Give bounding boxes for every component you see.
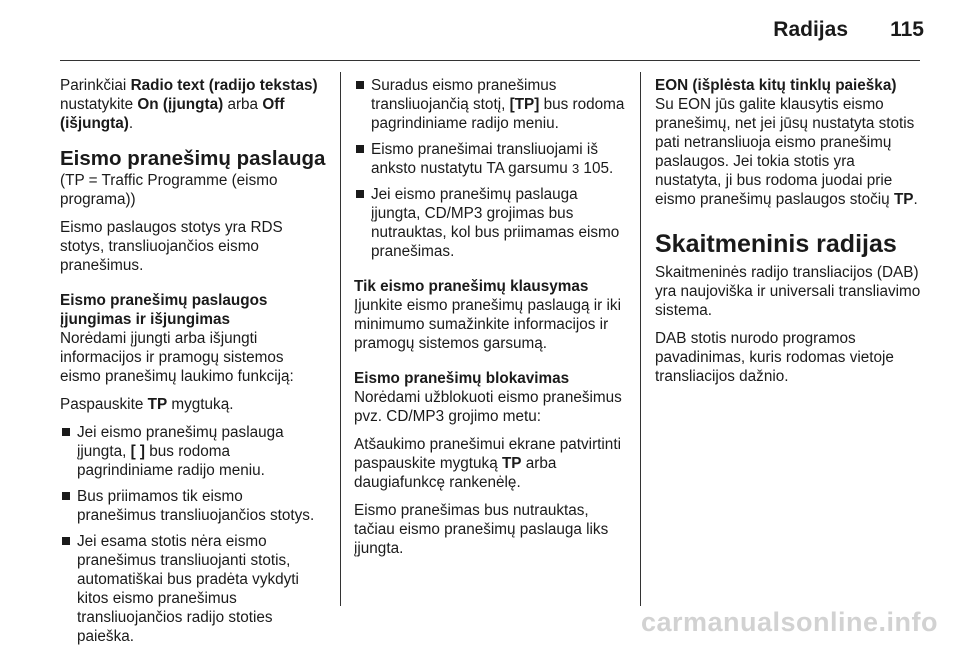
list-item: Eismo pranešimai transliuojami iš anksto nustatytu TA garsumu 3 105. <box>354 140 626 178</box>
list-item: Jei esama stotis nėra eismo pranešimus transliuojanti stotis, automatiškai bus pradėta vykdyti kitos eismo pranešimus transliuojančios radijo stoties paieška. <box>60 532 326 646</box>
section-heading: Skaitmeninis radijas <box>655 230 897 258</box>
list-item: Jei eismo pranešimų paslauga įjungta, [ ] bus rodoma pagrindiniame radijo meniu. <box>60 423 326 480</box>
paragraph: Paspauskite TP mygtuką. <box>60 396 234 413</box>
paragraph: Įjunkite eismo pranešimų paslaugą ir iki minimumo sumažinkite informacijos ir pramogų sistemos garsumą. <box>354 297 621 352</box>
bullet-icon <box>356 190 364 198</box>
section-title: Radijas <box>773 18 848 41</box>
column-2 <box>354 76 626 567</box>
bullet-list <box>60 423 326 646</box>
subheading: Eismo pranešimų blokavimas <box>354 370 570 387</box>
column-1 <box>60 76 326 654</box>
column-divider <box>340 72 341 606</box>
bullet-icon <box>356 81 364 89</box>
list-item: Bus priimamos tik eismo pranešimus transliuojančios stotys. <box>60 487 326 525</box>
paragraph: Norėdami įjungti arba išjungti informacijos ir pramogų sistemos eismo pranešimų laukimo funkciją: <box>60 330 294 385</box>
bullet-icon <box>356 145 364 153</box>
bullet-icon <box>62 428 70 436</box>
subheading: Tik eismo pranešimų klausymas <box>354 278 589 295</box>
bullet-icon <box>62 537 70 545</box>
column-3 <box>655 76 923 395</box>
column-divider <box>640 72 641 606</box>
bullet-icon <box>62 492 70 500</box>
paragraph: Skaitmeninės radijo transliacijos (DAB) yra naujoviška ir universali transliavimo sistema. <box>655 264 921 319</box>
paragraph: Atšaukimo pranešimui ekrane patvirtinti paspauskite mygtuką TP arba daugiafunkcę rankenėlę. <box>354 436 621 491</box>
paragraph: Su EON jūs galite klausytis eismo pranešimų, net jei jūsų nustatyta stotis pati netransliuoja eismo pranešimų paslaugos. Jei tokia stotis yra nustatyta, ji bus rodoma juodai prie eismo pranešimų paslaugos stočių TP. <box>655 96 918 208</box>
bullet-list <box>354 76 626 261</box>
page-number: 115 <box>890 18 924 41</box>
paragraph: DAB stotis nurodo programos pavadinimas, kuris rodomas vietoje transliacijos dažnio. <box>655 330 894 385</box>
subheading: EON (išplėsta kitų tinklų paieška) <box>655 77 897 94</box>
subtitle: (TP = Traffic Programme (eismo programa)) <box>60 172 278 208</box>
paragraph: Eismo pranešimas bus nutrauktas, tačiau eismo pranešimų paslauga liks įjungta. <box>354 502 609 557</box>
page-header <box>0 0 960 62</box>
paragraph: Parinkčiai Radio text (radijo tekstas) nustatykite On (įjungta) arba Off (išjungta). <box>60 77 318 132</box>
watermark: carmanualsonline.info <box>640 607 938 637</box>
page-reference-icon: 3 <box>571 161 580 176</box>
list-item: Suradus eismo pranešimus transliuojančią stotį, [TP] bus rodoma pagrindiniame radijo meniu. <box>354 76 626 133</box>
list-item: Jei eismo pranešimų paslauga įjungta, CD/MP3 grojimas bus nutrauktas, kol bus priimamas eismo pranešimas. <box>354 185 626 261</box>
header-rule <box>60 60 920 61</box>
section-heading: Eismo pranešimų paslauga <box>60 147 326 170</box>
paragraph: Norėdami užblokuoti eismo pranešimus pvz. CD/MP3 grojimo metu: <box>354 389 622 425</box>
paragraph: Eismo paslaugos stotys yra RDS stotys, transliuojančios eismo pranešimus. <box>60 219 283 274</box>
subheading: Eismo pranešimų paslaugos įjungimas ir išjungimas <box>60 292 268 328</box>
